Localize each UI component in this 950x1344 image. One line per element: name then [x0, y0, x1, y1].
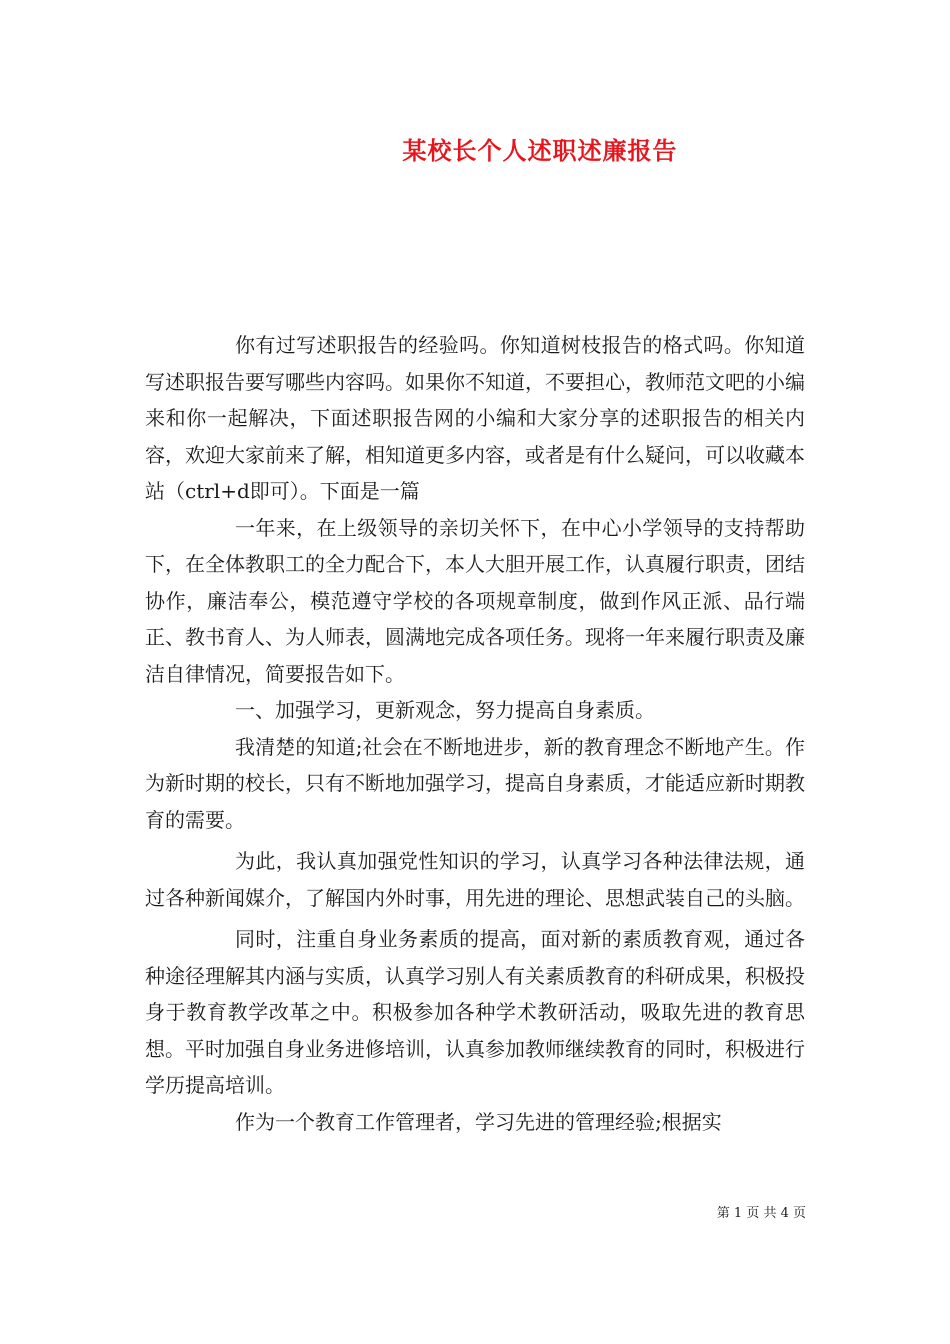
paragraph-professional: 同时，注重自身业务素质的提高，面对新的素质教育观，通过各种途径理解其内涵与实质，认真学习别人有关素质教育的科研成果，积极投身于教育教学改革之中。积极参加各种学术教研活动，吸取先进的教育思想。平时加强自身业务进修培训，认真参加教师继续教育的同时，积极进行学历提高培训。: [145, 927, 805, 1097]
section-heading-1: 一、加强学习，更新观念，努力提高自身素质。: [235, 698, 655, 722]
document-body: [145, 327, 805, 1140]
paragraph-overview: 一年来，在上级领导的亲切关怀下，在中心小学领导的支持帮助下，在全体教职工的全力配合下，本人大胆开展工作，认真履行职责，团结协作，廉洁奉公，模范遵守学校的各项规章制度，做到作风正派、品行端正、教书育人、为人师表，圆满地完成各项任务。现将一年来履行职责及廉洁自律情况，简要报告如下。: [145, 515, 805, 686]
paragraph-management: 作为一个教育工作管理者，学习先进的管理经验;根据实: [235, 1109, 722, 1134]
paragraph-study: 为此，我认真加强党性知识的学习，认真学习各种法律法规，通过各种新闻媒介，了解国内外时事，用先进的理论、思想武装自己的头脑。: [145, 849, 805, 910]
paragraph-awareness: 我清楚的知道;社会在不断地进步，新的教育理念不断地产生。作为新时期的校长，只有不断地加强学习，提高自身素质，才能适应新时期教育的需要。: [145, 734, 805, 832]
paragraph-intro: 你有过写述职报告的经验吗。你知道树枝报告的格式吗。你知道写述职报告要写哪些内容吗。如果你不知道，不要担心，教师范文吧的小编来和你一起解决，下面述职报告网的小编和大家分享的述职报告的相关内容，欢迎大家前来了解，相知道更多内容，或者是有什么疑问，可以收藏本站（ctrl+d即可）。下面是一篇: [145, 333, 805, 503]
page-number-footer: 第 1 页 共 4 页: [716, 1206, 806, 1221]
document-title: 某校长个人述职述廉报告: [402, 136, 678, 165]
